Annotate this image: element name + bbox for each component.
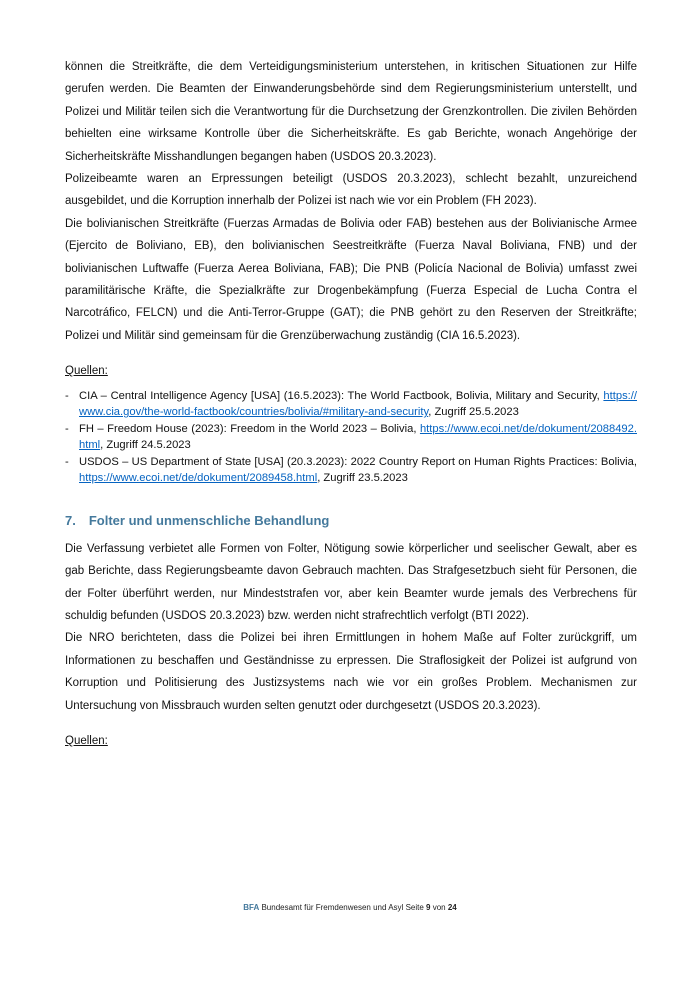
source-item-usdos	[65, 454, 637, 487]
footer-org-name: Bundesamt für Fremdenwesen und Asyl	[261, 903, 404, 912]
footer-page-number: 9	[426, 903, 431, 912]
source-link-fh[interactable]: https://www.ecoi.net/de/dokument/2088492.html	[79, 422, 637, 452]
source-link-cia[interactable]: https://www.cia.gov/the-world-factbook/countries/bolivia/#military-and-security	[79, 389, 637, 419]
dash-bullet-icon: -	[65, 422, 69, 435]
source-link-usdos[interactable]: https://www.ecoi.net/de/dokument/2089458.html	[79, 472, 318, 485]
paragraph-torture-constitution: Die Verfassung verbietet alle Formen von Folter, Nötigung sowie körperlicher und seelischer Gewalt, aber es gab Berichte, dass Regierungsbeamte davon Gebrauch machten. Das Strafgesetzbuch sieht für Personen, die der Folter überführt werden, nur Mindeststrafen vor, aber kein Beamter wurde jemals des Verbrechens für schuldig befunden (USDOS 20.3.2023) bzw. werden nicht strafrechtlich verfolgt (BTI 2022).	[65, 542, 637, 622]
source-suffix: , Zugriff 25.5.2023	[428, 406, 519, 419]
footer-total-pages: 24	[447, 903, 457, 912]
footer-org-abbr: BFA	[243, 903, 260, 912]
source-suffix: , Zugriff 23.5.2023	[317, 472, 408, 485]
paragraph-police-corruption: Polizeibeamte waren an Erpressungen beteiligt (USDOS 20.3.2023), schlecht bezahlt, unzureichend ausgebildet, und die Korruption innerhalb der Polizei ist nach wie vor ein Problem (FH 2023).	[65, 173, 637, 208]
section-heading	[65, 513, 637, 528]
page-footer	[0, 903, 700, 912]
source-item-fh	[65, 421, 637, 454]
source-text: CIA – Central Intelligence Agency [USA] (16.5.2023): The World Factbook, Bolivia, Military and Security,	[79, 389, 604, 402]
source-text: FH – Freedom House (2023): Freedom in the World 2023 – Bolivia,	[79, 422, 420, 435]
section-number: 7.	[65, 512, 76, 528]
sources-label: Quellen:	[65, 365, 108, 378]
dash-bullet-icon: -	[65, 389, 69, 402]
paragraph-security-forces: können die Streitkräfte, die dem Verteidigungsministerium unterstehen, in kritischen Situationen zur Hilfe gerufen werden. Die Beamten der Einwanderungsbehörde sind dem Regierungsministerium unterstellt, und Polizei und Militär teilen sich die Verantwortung für die Durchsetzung der Grenzkontrollen. Die zivilen Behörden behielten eine wirksame Kontrolle über die Sicherheitskräfte. Es gab Berichte, wonach Angehörige der Sicherheitskräfte Misshandlungen begangen haben (USDOS 20.3.2023).	[65, 61, 637, 163]
dash-bullet-icon: -	[65, 455, 69, 468]
document-content	[65, 56, 637, 752]
sources-list	[65, 388, 637, 487]
section-title: Folter und unmenschliche Behandlung	[88, 512, 330, 528]
footer-of-label: von	[432, 903, 446, 912]
footer-page-label: Seite	[405, 903, 424, 912]
paragraph-armed-forces: Die bolivianischen Streitkräfte (Fuerzas Armadas de Bolivia oder FAB) bestehen aus der Bolivianische Armee (Ejercito de Boliviano, EB), den bolivianischen Seestreitkräfte (Fuerza Naval Boliviana, FNB) und der bolivianischen Luftwaffe (Fuerza Aerea Boliviana, FAB); Die PNB (Policía Nacional de Bolivia) umfasst zwei paramilitärische Kräfte, die Spezialkräfte zur Drogenbekämpfung (Fuerza Especial de Lucha Contra el Narcotráfico, FELCN) und die Anti-Terror-Gruppe (GAT); die PNB gehört zu den Reserven der Streitkräfte; Polizei und Militär sind gemeinsam für die Grenzüberwachung zuständig (CIA 16.5.2023).	[65, 217, 637, 342]
paragraph-ngo-reports: Die NRO berichteten, dass die Polizei bei ihren Ermittlungen in hohem Maße auf Folter zurückgriff, um Informationen zu beschaffen und Geständnisse zu erpressen. Die Straflosigkeit der Polizei ist aufgrund von Korruption und Politisierung des Justizsystems nach wie vor ein großes Problem. Mechanismen zur Untersuchung von Missbrauch wurden selten genutzt oder durchgesetzt (USDOS 20.3.2023).	[65, 632, 637, 712]
source-text: USDOS – US Department of State [USA] (20.3.2023): 2022 Country Report on Human Rights Practices: Bolivia,	[79, 455, 637, 468]
source-suffix: , Zugriff 24.5.2023	[100, 439, 191, 452]
sources-label-second: Quellen:	[65, 734, 108, 747]
source-item-cia	[65, 388, 637, 421]
